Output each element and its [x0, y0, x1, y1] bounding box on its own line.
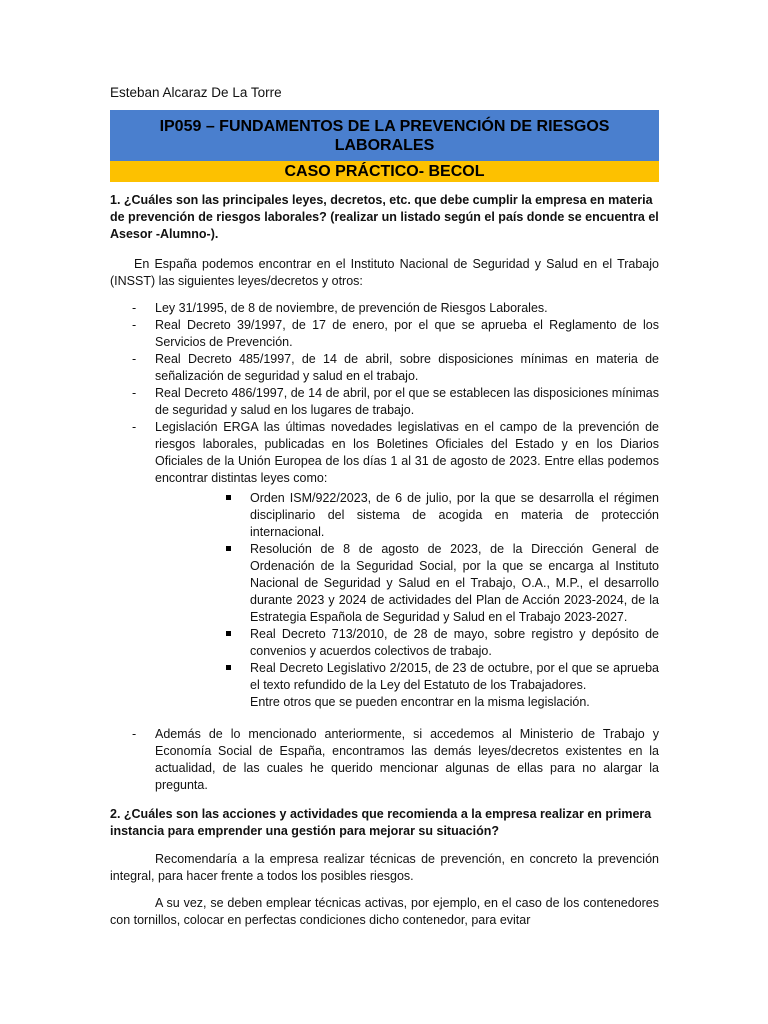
bullet-square-icon — [226, 665, 231, 670]
law-list-continued — [110, 726, 659, 794]
sublist-item: Real Decreto 713/2010, de 28 de mayo, sobre registro y depósito de convenios y acuerdos colectivos de trabajo. — [110, 626, 659, 660]
list-item: - Legislación ERGA las últimas novedades legislativas en el campo de la prevención de riesgos laborales, publicadas en los Boletines Oficiales del Estado y en los Diarios Oficiales de la Unión Europea de los días 1 al 31 de agosto de 2023. Entre ellas podemos encontrar distintas leyes como: — [132, 420, 659, 485]
list-item: - Además de lo mencionado anteriormente, si accedemos al Ministerio de Trabajo y Economía Social de España, encontramos las demás leyes/decretos existentes en la actualidad, de las cuales he querido mencionar algunas de ellas para no alargar la pregunta. — [132, 727, 659, 792]
bullet-square-icon — [226, 631, 231, 636]
sublist-item: Orden ISM/922/2023, de 6 de julio, por la que se desarrolla el régimen disciplinario del sistema de acogida en materia de protección internacional. — [110, 490, 659, 541]
sublist-item: Real Decreto Legislativo 2/2015, de 23 de octubre, por el que se aprueba el texto refundido de la Ley del Estatuto de los Trabajadores. — [110, 660, 659, 694]
author-name: Esteban Alcaraz De La Torre — [110, 85, 282, 100]
document-title: IP059 – FUNDAMENTOS DE LA PREVENCIÓN DE RIESGOS LABORALES — [159, 117, 610, 154]
list-item: - Real Decreto 486/1997, de 14 de abril, por el que se establecen las disposiciones mínimas de seguridad y salud en los lugares de trabajo. — [132, 386, 659, 417]
document-subtitle: CASO PRÁCTICO- BECOL — [284, 163, 485, 180]
list-item: - Real Decreto 39/1997, de 17 de enero, por el que se aprueba el Reglamento de los Servicios de Prevención. — [132, 318, 659, 349]
bullet-square-icon — [226, 546, 231, 551]
question-1-intro: En España podemos encontrar en el Instituto Nacional de Seguridad y Salud en el Trabajo (INSST) las siguientes leyes/decretos y otros: — [110, 257, 659, 288]
answer-2-paragraph-2: A su vez, se deben emplear técnicas activas, por ejemplo, en el caso de los contenedores con tornillos, colocar en perfectas condiciones dicho contenedor, para evitar — [110, 896, 659, 927]
law-list — [110, 300, 659, 487]
sublist-note: Entre otros que se pueden encontrar en la misma legislación. — [250, 695, 590, 709]
list-item: - Ley 31/1995, de 8 de noviembre, de prevención de Riesgos Laborales. — [132, 301, 548, 315]
sublist-item: Resolución de 8 de agosto de 2023, de la Dirección General de Ordenación de la Seguridad Social, por la que se encarga al Instituto Nacional de Seguridad y Salud en el Trabajo, O.A., M.P., el desarrollo durante 2023 y 2024 de actividades del Plan de Acción 2023-2024, de la Estrategia Española de Seguridad y Salud en el Trabajo 2023-2027. — [110, 541, 659, 626]
question-2: 2. ¿Cuáles son las acciones y actividades que recomienda a la empresa realizar en primera instancia para emprender una gestión para mejorar su situación? — [110, 807, 652, 838]
answer-2-paragraph-1: Recomendaría a la empresa realizar técnicas de prevención, en concreto la prevención integral, para hacer frente a todos los posibles riesgos. — [110, 852, 659, 883]
bullet-square-icon — [226, 495, 231, 500]
subtitle-banner — [110, 161, 659, 182]
title-banner — [110, 110, 659, 161]
erga-sublist — [110, 490, 659, 711]
list-item: - Real Decreto 485/1997, de 14 de abril, sobre disposiciones mínimas en materia de señalización de seguridad y salud en el trabajo. — [132, 352, 659, 383]
question-1: 1. ¿Cuáles son las principales leyes, decretos, etc. que debe cumplir la empresa en materia de prevención de riesgos laborales? (realizar un listado según el país donde se encuentra el Asesor -Alumno-). — [110, 193, 659, 241]
